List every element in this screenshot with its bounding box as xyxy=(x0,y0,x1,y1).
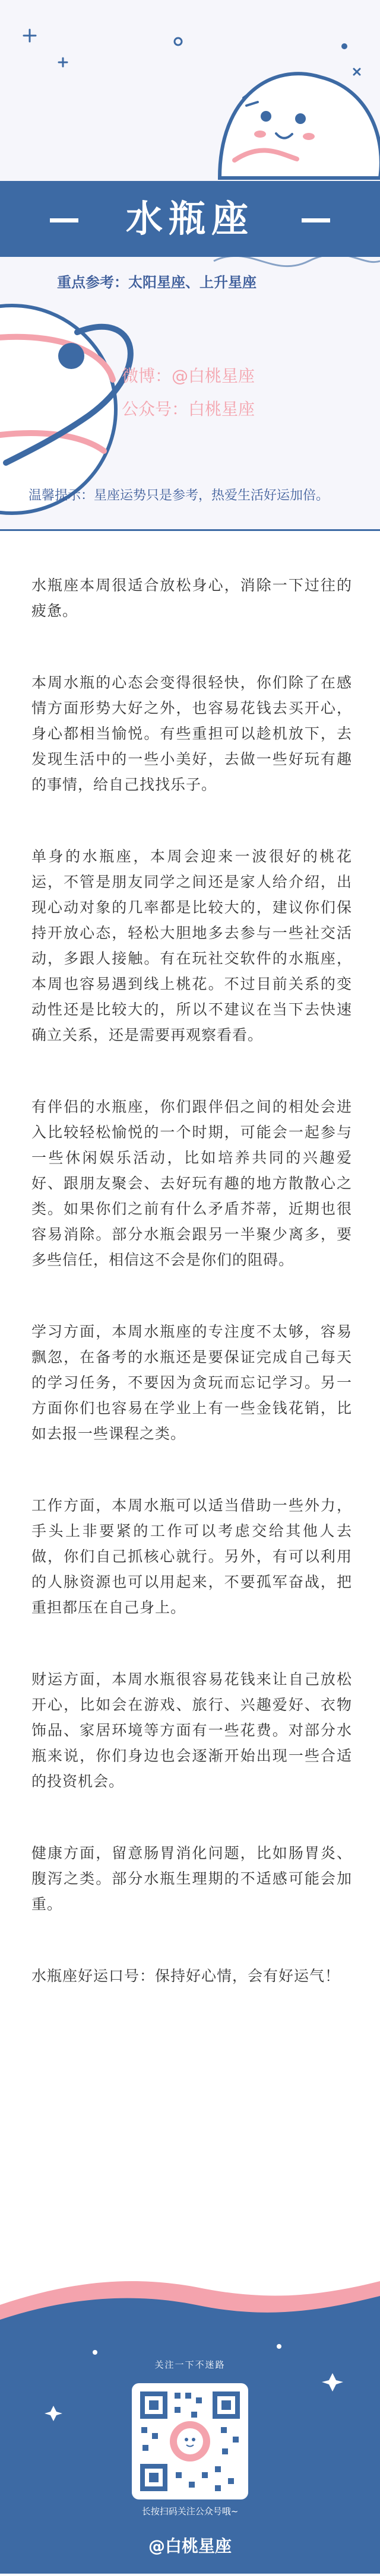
paragraph-intro: 水瓶座本周很适合放松身心，消除一下过往的疲惫。 xyxy=(31,577,352,619)
paragraph-study: 学习方面，本周水瓶座的专注度不太够，容易飘忽，在备考的水瓶还是要保证完成自己每天的学习任务，不要因为贪玩而忘记学习。另一方面你们也容易在学业上有一些金钱花销，比如去报一些课程之类。 xyxy=(31,1323,352,1442)
sparkle-icon xyxy=(24,30,360,75)
planet-face-icon xyxy=(220,74,380,178)
follow-prompt: 关注一下不迷路 xyxy=(154,2359,226,2370)
paragraph-single: 单身的水瓶座，本周会迎来一波很好的桃花运，不管是朋友同学之间还是家人给介绍，出现心动对象的几率都是比较大的，建议你们保持开放心态，轻松大胆地多去参与一些社交活动，多跟人接触。有在玩社交软件的水瓶座，本周也容易遇到线上桃花。不过目前关系的变动性还是比较大的，所以不建议在当下去快速确立关系，还是需要再观察看看。 xyxy=(31,848,352,1044)
qr-code-icon xyxy=(132,2383,248,2499)
warm-tip: 温馨提示：星座运势只是参考，热爱生活好运加倍。 xyxy=(28,488,330,503)
qr-code[interactable] xyxy=(132,2383,248,2499)
weibo-handle: 微博：@白桃星座 xyxy=(122,366,255,386)
reference-note: 重点参考：太阳星座、上升星座 xyxy=(57,274,256,291)
paragraph-mood: 本周水瓶的心态会变得很轻快，你们除了在感情方面形势大好之外，也容易花钱去买开心，身心都相当愉悦。有些重担可以趁机放下，去发现生活中的一些小美好，去做一些好玩有趣的事情，给自己找找乐子。 xyxy=(31,674,352,793)
scan-prompt: 长按扫码关注公众号哦~ xyxy=(141,2506,239,2517)
paragraph-money: 财运方面，本周水瓶很容易花钱来让自己放松开心，比如会在游戏、旅行、兴趣爱好、衣物饰品、家居环境等方面有一些花费。对部分水瓶来说，你们身边也会逐渐开始出现一些合适的投资机会。 xyxy=(31,1671,352,1790)
paragraph-couple: 有伴侣的水瓶座，你们跟伴侣之间的相处会进入比较轻松愉悦的一个时期，可能会一起参与一些休闲娱乐活动，比如培养共同的兴趣爱好、跟朋友聚会、去好玩有趣的地方散散心之类。如果你们之前有什么矛盾芥蒂，近期也很容易消除。部分水瓶会跟另一半聚少离多，要多些信任，相信这不会是你们的阻碍。 xyxy=(31,1098,352,1268)
page-title: 水瓶座 xyxy=(125,197,254,240)
ringed-planet-icon xyxy=(0,306,131,513)
header-decoration xyxy=(0,0,380,531)
brand-name: @白桃星座 xyxy=(148,2536,232,2556)
header-divider xyxy=(0,529,380,531)
paragraph-work: 工作方面，本周水瓶可以适当借助一些外力，手头上非要紧的工作可以考虑交给其他人去做，你们自己抓核心就行。另外，有可以利用的人脉资源也可以用起来，不要孤军奋战，把重担都压在自己身上。 xyxy=(31,1497,352,1616)
paragraph-health: 健康方面，留意肠胃消化问题，比如肠胃炎、腹泻之类。部分水瓶生理期的不适感可能会加重。 xyxy=(31,1844,352,1913)
article-body xyxy=(31,573,352,2035)
paragraph-slogan: 水瓶座好运口号：保持好心情，会有好运气！ xyxy=(31,1967,341,1985)
dot-icon xyxy=(341,43,347,49)
header xyxy=(0,0,380,531)
wechat-account: 公众号：白桃星座 xyxy=(122,399,255,419)
ring-dot-icon xyxy=(175,38,182,45)
